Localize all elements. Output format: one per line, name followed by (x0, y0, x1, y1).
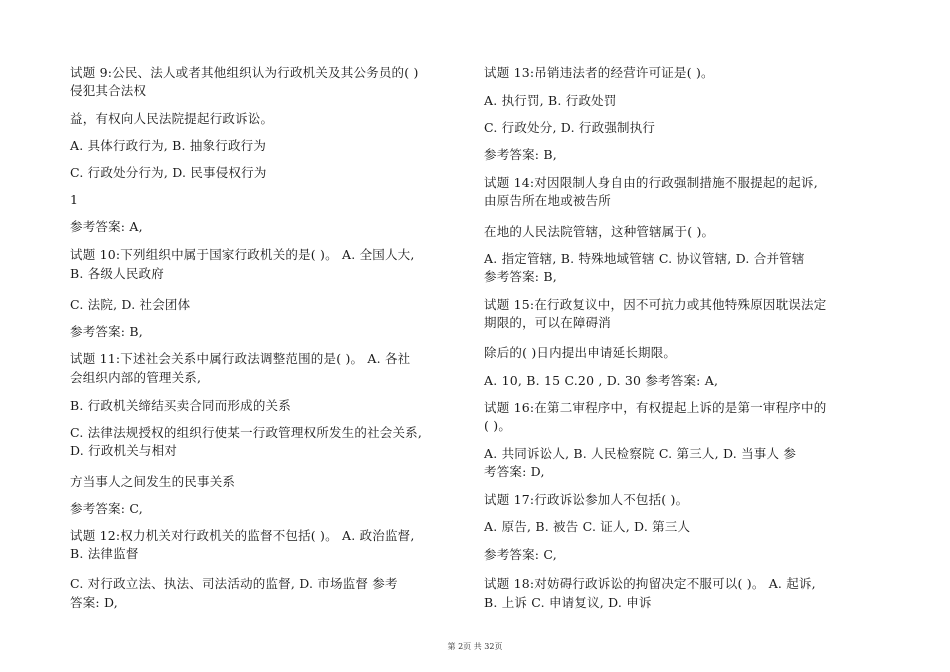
text-line: 会组织内部的管理关系, (70, 370, 202, 385)
text-line: 在地的人民法院管辖，这种管辖属于( )。 (484, 224, 715, 239)
text-line: 试题 13:吊销违法者的经营许可证是( )。 (484, 65, 714, 80)
text-line: 试题 11:下述社会关系中属行政法调整范围的是( )。 A. 各社 (70, 351, 411, 366)
text-line: D. 行政机关与相对 (70, 443, 178, 458)
text-line: C. 法律法规授权的组织行使某一行政管理权所发生的社会关系, (70, 425, 423, 440)
text-line: 试题 15:在行政复议中，因不可抗力或其他特殊原因耽误法定 (484, 297, 827, 312)
text-line: ( )。 (484, 418, 512, 433)
text-line: A. 共同诉讼人, B. 人民检察院 C. 第三人, D. 当事人 参 (484, 446, 797, 461)
text-line: 考答案: D, (484, 464, 545, 479)
text-line: A. 指定管辖, B. 特殊地域管辖 C. 协议管辖, D. 合并管辖 (484, 251, 805, 266)
text-line: B. 法律监督 (70, 546, 139, 561)
text-line: B. 上诉 C. 申请复议, D. 申诉 (484, 595, 652, 610)
text-line: A. 具体行政行为, B. 抽象行政行为 (70, 138, 267, 153)
text-line: 除后的( )日内提出申请延长期限。 (484, 345, 677, 360)
text-line: 试题 17:行政诉讼参加人不包括( )。 (484, 492, 689, 507)
text-line: 侵犯其合法权 (70, 83, 147, 98)
text-line: A. 原告, B. 被告 C. 证人, D. 第三人 (484, 519, 691, 534)
text-line: 期限的，可以在障碍消 (484, 315, 612, 330)
text-line: 试题 9:公民、法人或者其他组织认为行政机关及其公务员的( ) (70, 65, 419, 80)
text-line: 1 (70, 192, 79, 207)
text-line: B. 行政机关缔结买卖合同而形成的关系 (70, 398, 291, 413)
text-line: 试题 16:在第二审程序中，有权提起上诉的是第一审程序中的 (484, 400, 827, 415)
text-line: 方当事人之间发生的民事关系 (70, 474, 236, 489)
text-line: A. 执行罚, B. 行政处罚 (484, 93, 617, 108)
text-line: 参考答案: C, (70, 501, 143, 516)
text-line: 参考答案: C, (484, 547, 557, 562)
text-line: 试题 12:权力机关对行政机关的监督不包括( )。 A. 政治监督, (70, 528, 415, 543)
text-line: 参考答案: A, (70, 219, 143, 234)
text-line: C. 行政处分行为, D. 民事侵权行为 (70, 165, 267, 180)
text-line: C. 行政处分, D. 行政强制执行 (484, 120, 656, 135)
text-line: 益，有权向人民法院提起行政诉讼。 (70, 111, 274, 126)
page-footer: 第 2页 共 32页 (447, 642, 503, 651)
text-line: 参考答案: B, (484, 269, 557, 284)
text-line: 由原告所在地或被告所 (484, 193, 612, 208)
text-line: 参考答案: B, (70, 324, 143, 339)
text-line: C. 法院, D. 社会团体 (70, 297, 191, 312)
text-line: A. 10, B. 15 C.20 , D. 30 参考答案: A, (484, 373, 719, 388)
text-line: 参考答案: B, (484, 147, 557, 162)
text-line: 答案: D, (70, 595, 118, 610)
text-line: 试题 18:对妨碍行政诉讼的拘留决定不服可以( )。 A. 起诉, (484, 576, 816, 591)
text-line: C. 对行政立法、执法、司法活动的监督, D. 市场监督 参考 (70, 576, 398, 591)
text-line: 试题 10:下列组织中属于国家行政机关的是( )。 A. 全国人大, (70, 247, 415, 262)
text-line: B. 各级人民政府 (70, 266, 164, 281)
text-line: 试题 14:对因限制人身自由的行政强制措施不服提起的起诉, (484, 175, 818, 190)
